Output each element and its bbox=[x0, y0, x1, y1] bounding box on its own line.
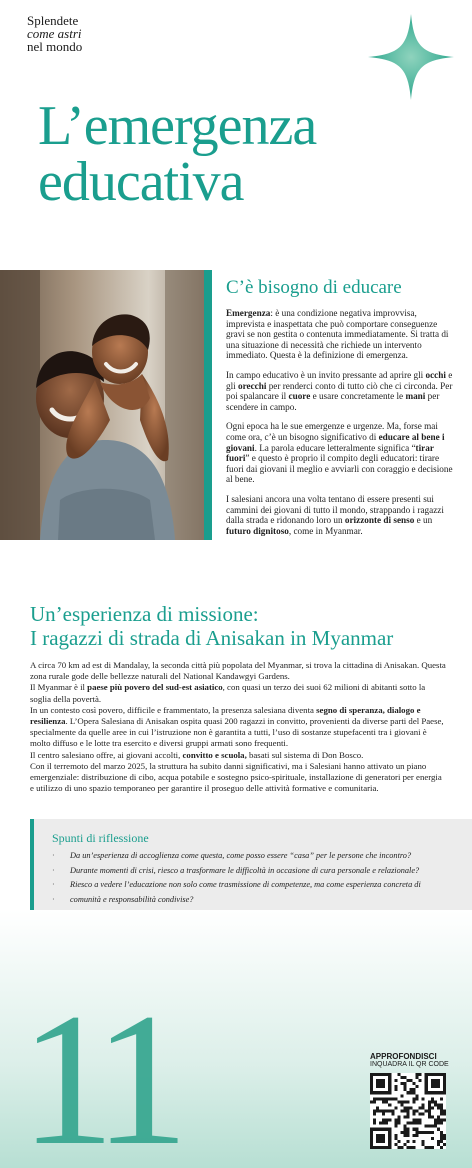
bold-term: convitto e scuola, bbox=[182, 749, 247, 760]
text-run: e un bbox=[414, 515, 433, 526]
reflection-item: · Da un’esperienza di accoglienza come questa, come posso essere “casa” per le persone che incontro? bbox=[52, 849, 462, 864]
bold-term: educare al bene i giovani bbox=[226, 431, 445, 453]
reflection-list bbox=[52, 849, 462, 907]
page-number: 11 bbox=[20, 975, 175, 1168]
brand-line-1: Splendete bbox=[27, 13, 79, 28]
page-title bbox=[38, 95, 458, 213]
section1-paragraph-3 bbox=[226, 421, 456, 485]
section2-title bbox=[30, 602, 460, 650]
children-photo bbox=[0, 270, 212, 540]
bold-term: cuore bbox=[288, 391, 311, 402]
section2-title-line-2: I ragazzi di strada di Anisakan in Myanmar bbox=[30, 626, 394, 650]
text-run: , con quasi un terzo dei suoi 62 milioni di abitanti sotto la soglia della povertà. bbox=[30, 682, 426, 704]
section2-title-line-1: Un’esperienza di missione: bbox=[30, 602, 259, 626]
qr-subheading: INQUADRA IL QR CODE bbox=[370, 1061, 449, 1068]
text-run: I salesiani ancora una volta tentano di essere presenti sui cammini dei giovani di tutto il mondo, strappando i ragazzi dalla strada e ridonando loro un bbox=[226, 493, 444, 526]
qr-heading: APPROFONDISCI bbox=[370, 1052, 437, 1061]
bold-term: segno di speranza, dialogo e resilienza bbox=[30, 704, 421, 727]
brand-line-3: nel mondo bbox=[27, 39, 83, 54]
text-run: per renderci conto di tutto ciò che ci circonda. Per poi spalancare il bbox=[226, 380, 453, 402]
bold-term: tirar fuori bbox=[226, 442, 434, 464]
qr-code-icon[interactable] bbox=[370, 1073, 446, 1149]
text-run: : è una condizione negativa improvvisa, imprevista e inaspettata che può comportare conseguenze gravi se non gestita o contenuta immediatamente. Si tratta di una situazione di necessità che richiede un intervento immediato. Questa è la definizione di emergenza. bbox=[226, 308, 449, 361]
reflection-item-continuation: · comunità e responsabilità condivise? bbox=[52, 893, 462, 908]
text-run: . L’Opera Salesiana di Anisakan ospita quasi 200 ragazzi in convitto, provenienti da diverse parti del Paese, specialmente da quelle aree in cui l’istruzione non è garantita a tutti, l’uso di sostanze stupefacenti tra i giovani è molto diffuso e le lotte tra esercito e diversi gruppi armati sono frequenti. bbox=[30, 716, 444, 749]
text-run: e gli bbox=[226, 369, 453, 391]
title-line-1: L’emergenza bbox=[38, 95, 317, 157]
section2-paragraph-5: Con il terremoto del marzo 2025, la struttura ha subito danni significativi, ma i Salesiani hanno attivato un piano emergenziale: distribuzione di cibo, acqua potabile e sostegno psico-spirituale, installazione di generatori per energia e utilizzo di uno spazio temporaneo per garantire il proseguo delle attività formative e comunitaria. bbox=[30, 760, 442, 794]
text-run: e usare concretamente le bbox=[310, 391, 406, 402]
bold-term: occhi bbox=[425, 369, 446, 380]
brand-line-2: come astri bbox=[27, 26, 82, 41]
text-run: In un contesto così povero, difficile e frammentato, la presenza salesiana diventa bbox=[30, 704, 317, 715]
text-run: basati sul sistema di Don Bosco. bbox=[246, 749, 364, 760]
reflection-title: Spunti di riflessione bbox=[52, 831, 149, 845]
text-run: In campo educativo è un invito pressante ad aprire gli bbox=[226, 369, 426, 380]
section2-paragraph-1: A circa 70 km ad est di Mandalay, la seconda città più popolata del Myanmar, si trova la cittadina di Anisakan. Questa zona rurale gode delle bellezze naturali del National Kandawgyi Gardens. bbox=[30, 660, 446, 682]
text-run: per scendere in campo. bbox=[226, 391, 440, 412]
bold-term: orizzonte di senso bbox=[344, 515, 415, 526]
section1-paragraph-1 bbox=[226, 308, 456, 361]
brand-mark bbox=[27, 14, 82, 53]
reflection-box bbox=[30, 819, 472, 910]
text-run: Ogni epoca ha le sue emergenze e urgenze. Ma, forse mai come ora, c’è un bisogno significativo di bbox=[226, 421, 438, 442]
bold-term: futuro dignitoso bbox=[226, 525, 289, 536]
bold-term: mani bbox=[405, 391, 426, 402]
photo-accent-bar bbox=[204, 270, 212, 540]
bold-term: orecchi bbox=[238, 380, 267, 391]
four-point-star-icon bbox=[366, 12, 456, 102]
bold-term: Emergenza bbox=[226, 308, 271, 318]
section1-title: C’è bisogno di educare bbox=[226, 277, 402, 298]
text-run: Il centro salesiano offre, ai giovani accolti, bbox=[30, 749, 183, 760]
text-run: , come in Myanmar. bbox=[288, 525, 363, 536]
section2-paragraph-2 bbox=[30, 682, 446, 704]
section2-paragraph-3 bbox=[30, 705, 446, 750]
text-run: Il Myanmar è il bbox=[30, 682, 88, 693]
reflection-item: · Riesco a vedere l’educazione non solo come trasmissione di competenze, ma come esperienza concreta di bbox=[52, 878, 462, 893]
text-run: ” e questo è proprio il compito degli educatori: tirare fuori dai giovani il meglio e avviarli con coraggio e decisione al bene. bbox=[226, 453, 453, 485]
qr-caption bbox=[370, 1052, 449, 1069]
section1-body bbox=[226, 308, 456, 545]
text-run: . La parola educare letteralmente significa “ bbox=[254, 442, 416, 453]
section2-body bbox=[30, 660, 446, 794]
reflection-item: · Durante momenti di crisi, riesco a trasformare le difficoltà in occasione di cura personale e relazionale? bbox=[52, 864, 462, 879]
title-line-2: educativa bbox=[38, 151, 244, 213]
section1-paragraph-4 bbox=[226, 494, 456, 536]
section1-paragraph-2 bbox=[226, 370, 456, 412]
bold-term: paese più povero del sud-est asiatico bbox=[87, 682, 223, 693]
section2-paragraph-4 bbox=[30, 750, 446, 761]
